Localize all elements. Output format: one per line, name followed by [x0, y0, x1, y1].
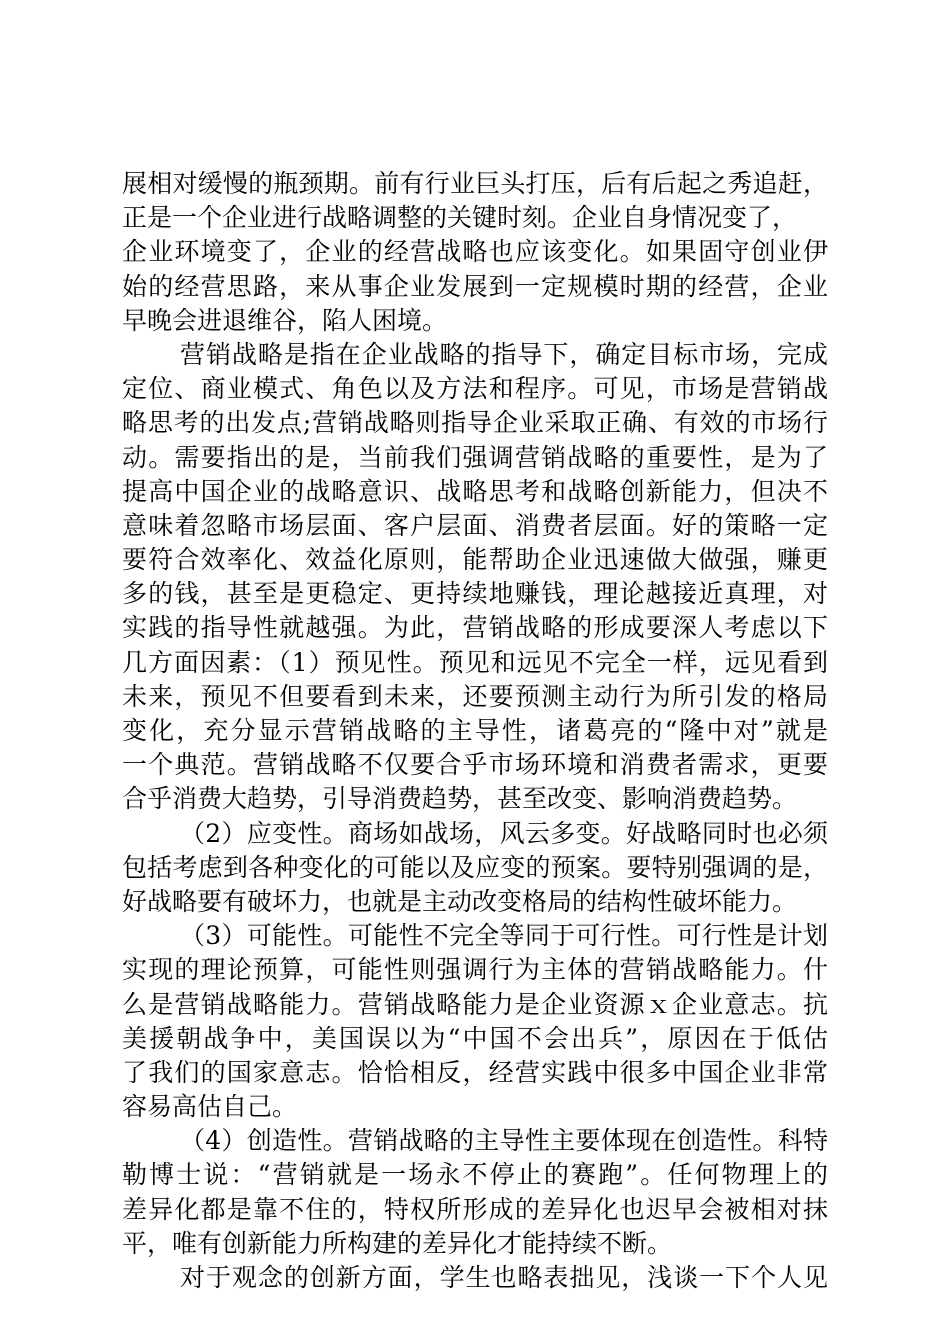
text-line: （2）应变性。商场如战场，风云多变。好战略同时也必须	[180, 818, 828, 848]
text-line: 几方面因素：（1）预见性。预见和远见不完全一样，远见看到	[122, 647, 828, 677]
text-line: 容易高估自己。	[122, 1092, 298, 1122]
text-line: 了我们的国家意志。恰恰相反，经营实践中很多中国企业非常	[122, 1057, 828, 1087]
text-line: 实现的理论预算，可能性则强调行为主体的营销战略能力。什	[122, 955, 828, 985]
text-line: 要符合效率化、效益化原则，能帮助企业迅速做大做强，赚更	[122, 545, 828, 575]
text-line: （3）可能性。可能性不完全等同于可行性。可行性是计划	[180, 921, 828, 951]
text-line: 定位、商业模式、角色以及方法和程序。可见，市场是营销战	[122, 374, 828, 404]
text-line: 对于观念的创新方面，学生也略表拙见，浅谈一下个人见	[180, 1263, 828, 1292]
text-line: 平，唯有创新能力所构建的差异化才能持续不断。	[122, 1228, 673, 1258]
body-text	[122, 167, 828, 1295]
text-line: 一个典范。营销战略不仅要合乎市场环境和消费者需求，更要	[122, 750, 828, 780]
text-line: 意味着忽略市场层面、客户层面、消费者层面。好的策略一定	[122, 510, 828, 540]
text-line: 差异化都是靠不住的，特权所形成的差异化也迟早会被相对抹	[122, 1194, 828, 1224]
text-line: 正是一个企业进行战略调整的关键时刻。企业自身情况变了，	[122, 203, 798, 233]
text-line: 美援朝战争中，美国误以为“中国不会出兵”，原因在于低估	[122, 1023, 828, 1053]
text-line: 勒博士说：“营销就是一场永不停止的赛跑”。任何物理上的	[122, 1160, 828, 1190]
text-line: 略思考的出发点;营销战略则指导企业采取正确、有效的市场行	[122, 408, 828, 438]
text-line: 营销战略是指在企业战略的指导下，确定目标市场，完成	[180, 339, 828, 369]
text-line: 好战略要有破坏力，也就是主动改变格局的结构性破坏能力。	[122, 886, 798, 916]
text-line: 始的经营思路，来从事企业发展到一定规模时期的经营，企业	[122, 271, 828, 301]
text-line: 提高中国企业的战略意识、战略思考和战略创新能力，但决不	[122, 476, 828, 506]
text-line: 早晚会进退维谷，陷人困境。	[122, 305, 448, 335]
text-line: 么是营销战略能力。营销战略能力是企业资源ｘ企业意志。抗	[122, 989, 828, 1019]
text-line: 变化，充分显示营销战略的主导性，诸葛亮的“隆中对”就是	[122, 716, 828, 745]
text-line: 未来，预见不但要看到未来，还要预测主动行为所引发的格局	[122, 681, 828, 711]
text-line: 展相对缓慢的瓶颈期。前有行业巨头打压，后有后起之秀追赶，	[122, 169, 828, 198]
text-line: （4）创造性。营销战略的主导性主要体现在创造性。科特	[180, 1126, 828, 1156]
text-line: 实践的指导性就越强。为此，营销战略的形成要深人考虑以下	[122, 613, 828, 643]
text-line: 多的钱，甚至是更稳定、更持续地赚钱，理论越接近真理，对	[122, 579, 828, 609]
text-line: 合乎消费大趋势，引导消费趋势，甚至改变、影响消费趋势。	[122, 784, 798, 814]
text-line: 企业环境变了，企业的经营战略也应该变化。如果固守创业伊	[122, 237, 828, 267]
text-line: 包括考虑到各种变化的可能以及应变的预案。要特别强调的是，	[122, 852, 828, 882]
text-line: 动。需要指出的是，当前我们强调营销战略的重要性，是为了	[122, 442, 828, 472]
